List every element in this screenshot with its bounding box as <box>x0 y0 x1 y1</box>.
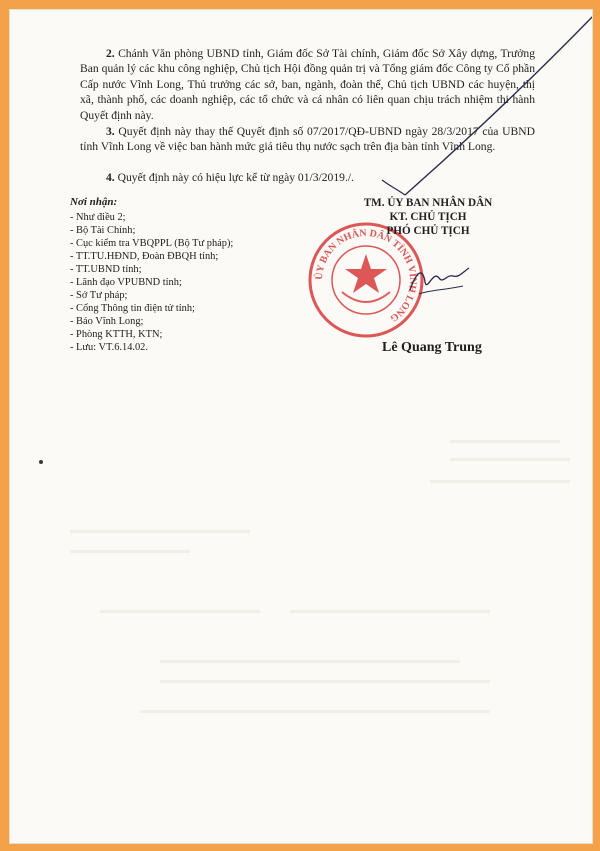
paragraph-3-number: 3. <box>106 125 115 138</box>
recipient-item: - Báo Vĩnh Long; <box>70 316 144 327</box>
paragraph-2-text: Chánh Văn phòng UBND tỉnh, Giám đốc Sở Tài chính, Giám đốc Sở Xây dựng, Trưởng Ban quản lý các khu công nghiệp, Chủ tịch Hội đồng quản trị và Tổng giám đốc Công ty Cổ phần Cấp nước Vĩnh Long, Thủ trưởng các sở, ban, ngành, đoàn thể, Chủ tịch UBND các huyện, thị xã, thành phố, các doanh nghiệp, các tổ chức và cá nhân có liên quan chịu trách nhiệm thi hành Quyết định này. <box>80 47 535 122</box>
signature-line-2: KT. CHỦ TỊCH <box>389 211 467 223</box>
recipient-item: - TT.UBND tỉnh; <box>70 264 142 275</box>
recipients-block <box>70 196 330 354</box>
seal-text: ỦY BAN NHÂN DÂN TỈNH VĨNH LONG <box>313 227 419 324</box>
recipient-item: - Cục kiểm tra VBQPPL (Bộ Tư pháp); <box>70 238 234 249</box>
paragraph-4-text: Quyết định này có hiệu lực kể từ ngày 01/3/2019./. <box>117 171 354 184</box>
paragraph-2-number: 2. <box>106 47 115 60</box>
recipient-item: - Phòng KTTH, KTN; <box>70 329 163 340</box>
signature-line-3: PHÓ CHỦ TỊCH <box>386 225 470 237</box>
recipient-item: - Bộ Tài Chính; <box>70 225 136 236</box>
signer-name: Lê Quang Trung <box>382 340 482 355</box>
signature-block <box>328 196 528 238</box>
document-page <box>9 9 593 844</box>
recipient-item: - Sở Tư pháp; <box>70 290 128 301</box>
signature-line-1: TM. ỦY BAN NHÂN DÂN <box>363 197 493 209</box>
recipient-item: - Như điều 2; <box>70 212 126 223</box>
handwritten-signature-icon <box>405 260 475 305</box>
recipient-item: - Lãnh đạo VPUBND tỉnh; <box>70 277 182 288</box>
paragraph-4-number: 4. <box>106 171 115 184</box>
paragraph-3-text: Quyết định này thay thế Quyết định số 07/2017/QĐ-UBND ngày 28/3/2017 của UBND tỉnh Vĩnh Long về việc ban hành mức giá tiêu thụ nước sạch trên địa bàn tỉnh Vĩnh Long. <box>80 125 535 154</box>
scan-speck <box>39 460 43 464</box>
recipients-title: Nơi nhận: <box>70 196 118 208</box>
recipient-item: - TT.TU.HĐND, Đoàn ĐBQH tỉnh; <box>70 251 219 262</box>
recipient-item: - Lưu: VT.6.14.02. <box>70 342 148 353</box>
recipient-item: - Cổng Thông tin điện tử tỉnh; <box>70 303 195 314</box>
recipients-list <box>70 211 330 354</box>
